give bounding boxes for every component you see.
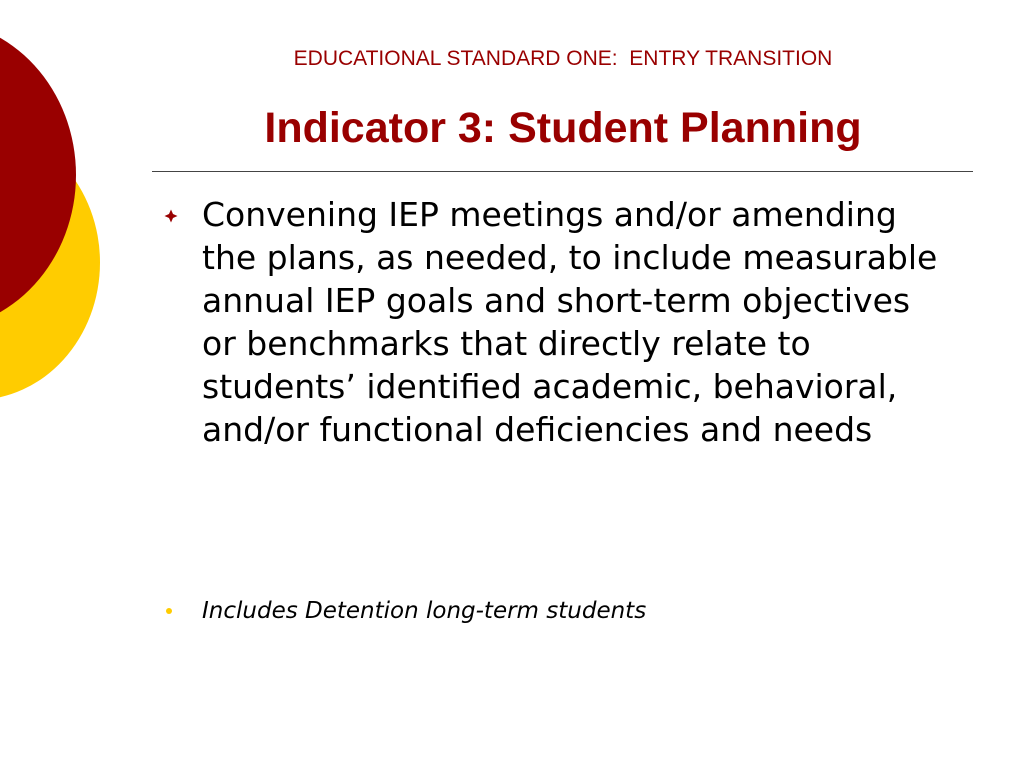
dot-bullet-icon	[166, 608, 172, 614]
bullet-item-sub	[166, 596, 966, 626]
bullet-main-text: Convening IEP meetings and/or amending the plans, as needed, to include measurable annual IEP goals and short-term objectives or benchmarks that directly relate to students’ identified academic, behavioral, and/or functional deficiencies and needs	[202, 195, 938, 449]
title-divider	[152, 171, 973, 172]
slide-supertitle: EDUCATIONAL STANDARD ONE: ENTRY TRANSITION	[293, 47, 833, 70]
diamond-bullet-icon	[164, 209, 178, 223]
bullet-sub-text: Includes Detention long-term students	[202, 598, 647, 624]
slide-title: Indicator 3: Student Planning	[264, 104, 862, 152]
bullet-item-main	[164, 193, 964, 451]
